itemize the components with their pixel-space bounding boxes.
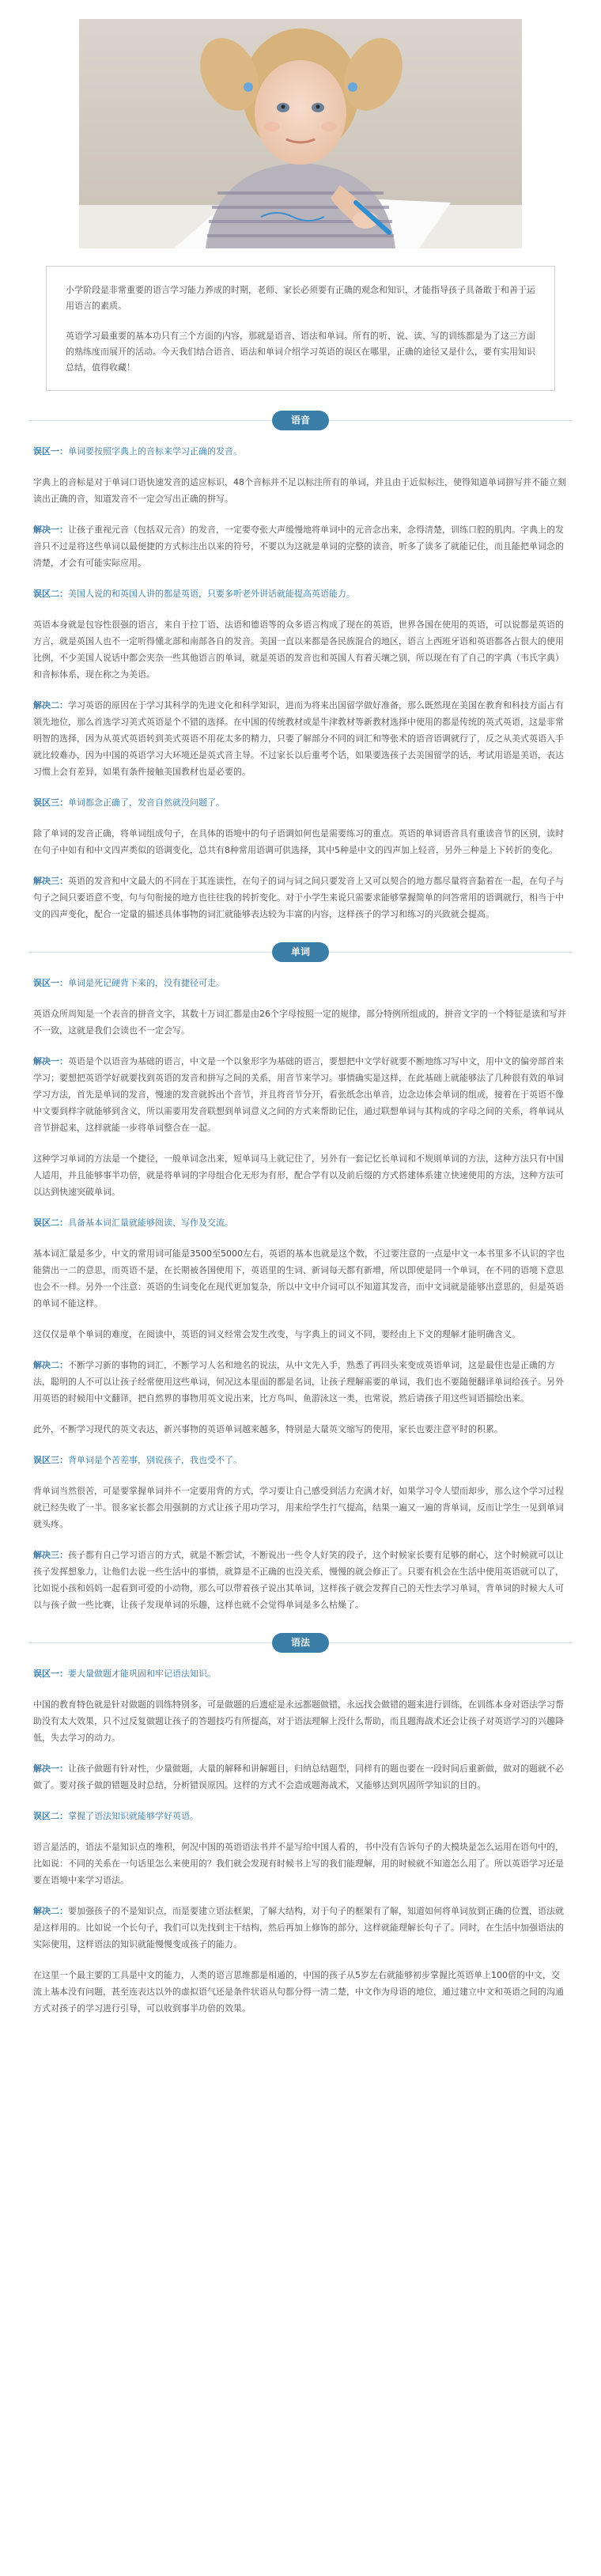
paragraph-label: 解决三：: [33, 876, 68, 886]
paragraph-text: 这种学习单词的方法是一个捷径，一般单词念出来，短单词马上就记住了，另外有一套记忆长单词和不规则单词的方法，这种方法只有中国人适用，并且能够事半功倍，就是将单词的字母组合化无形为有形，配合学有以及前后缀的方式搭建体系建立快速使用的方法，这种方法可以达到快速突破单词。: [33, 1154, 564, 1197]
article-sections: [0, 408, 601, 2017]
paragraph-text: 具备基本词汇量就能够阅读、写作及交流。: [68, 1218, 233, 1228]
section-body: [28, 1665, 573, 2017]
paragraph-text: 要加强孩子的不是知识点，而是要建立语法框架，了解大结构，对于句子的框架有了解，知道如何将单词放到正确的位置，语法就是这样用的。比如说一个长句子，我们可以先找到主干结构，然后再加上修饰的部分，这样就能理解长句子了。同时，在生活中加强语法的实际使用，这样语法的知识就能慢慢变成孩子的能力。: [33, 1906, 564, 1949]
paragraph-text: 英语的发音和中文最大的不同在于其连读性，在句子的词与词之间只要发音上又可以契合的地方都尽量将音黏着在一起，在句子与句子之间只要语意不变，句与句衔接的地方也往往我的转折变化。对于小学生来说只需要求能够掌握简单的问答常用的语调就行，相当于中文的四声变化，配合一定量的描述具体事物的词汇就能够表达较为丰富的内容，这样孩子的学习和练习的兴致就会提高。: [33, 876, 564, 919]
paragraph-text: 基本词汇量是多少，中文的常用词可能是3500至5000左右，英语的基本也就是这个数，不过要注意的一点是中文一本书里多不认识的字也能猜出一二的意思，而英语不是，在长期被各国使用下，英语里的生词、新词每天都有新增，所以即使是同一个单词，在不同的语境下意思也会不一样。另外一个注意：英语的生词变化在现代更加复杂，所以中文中介词可以不知道其发音，而中文词就是能够出意思的，但是英语的单词不能这样。: [33, 1248, 565, 1309]
myth-paragraph: [33, 794, 568, 811]
solution-paragraph: [33, 521, 568, 571]
section-title-pill: 单词: [272, 942, 329, 962]
section-header: [28, 1631, 573, 1654]
paragraph-label: 误区一：: [33, 1669, 68, 1679]
myth-paragraph: [33, 585, 568, 602]
paragraph-text: 单词要按照字典上的音标来学习正确的发音。: [68, 446, 242, 456]
paragraph-label: 解决一：: [33, 1763, 68, 1774]
paragraph-text: 单词是死记硬背下来的，没有捷径可走。: [68, 978, 225, 988]
solution-paragraph: [33, 697, 568, 780]
body-paragraph: [33, 1326, 568, 1343]
paragraph-text: 此外，不断学习现代的英文表达，新兴事物的英语单词越来越多，特别是大量英文缩写的使用，家长也要注意平时的积累。: [33, 1424, 503, 1434]
section-header: [28, 940, 573, 964]
section-title-pill: 语法: [272, 1633, 329, 1653]
paragraph-text: 除了单词的发音正确，将单词组成句子，在具体的语境中的句子语调如何也是需要练习的重点。英语的单词语音具有重读音节的区别，读时在句子中如有和中文四声类似的语调变化，总共有8种常用语调可供选择，其中5种是中文的四声加上轻音，另外三种是上下转折的变化。: [33, 828, 564, 855]
paragraph-text: 掌握了语法知识就能够学好英语。: [68, 1811, 198, 1821]
intro-paragraph: 英语学习最重要的基本功只有三个方面的内容，那就是语音、语法和单词。所有的听、说、读、写的训练都是为了这三方面的熟练度而展开的活动。今天我们结合语音、语法和单词介绍学习英语的误区在哪里，正确的途径又是什么，要有实用知识总结，值得收藏！: [66, 331, 535, 373]
paragraph-text: 英语众所周知是一个表音的拼音文字，其数十万词汇都是由26个字母按照一定的规律，部分特例所组成的，拼音文字的一个特征是读和写并不一致，这就是我们会读也不一定会写。: [33, 1009, 566, 1036]
body-paragraph: [33, 1483, 568, 1532]
paragraph-label: 误区二：: [33, 1811, 68, 1821]
myth-paragraph: [33, 975, 568, 991]
paragraph-label: 误区三：: [33, 1455, 68, 1465]
solution-paragraph: [33, 1760, 568, 1794]
solution-paragraph: [33, 1053, 568, 1136]
paragraph-text: 中国的教育特色就是针对做题的训练特别多，可是做题的后遗症是永远都题做错，永远找会做错的题来进行训练，在训练本身对语法学习帮助没有太大效果，只不过反复做题让孩子的答题技巧有所提高，对于语法理解上没什么帮助，而且题海战术还会让孩子对英语学习的兴趣降低，失去学习的动力。: [33, 1699, 564, 1743]
paragraph-text: 语言是活的，语法不是知识点的堆积，何况中国的英语语法书并不是写给中国人看的，书中没有告诉句子的大模块是怎么运用在语句中的，比如说：不同的关系在一句话里怎么来使用的？我们就会发现有时候书上写的我们能理解，用的时候就不知道怎么用了。所以英语学习还是要在语境中来学习语法。: [33, 1842, 564, 1885]
body-paragraph: [33, 1421, 568, 1438]
paragraph-text: 英语是个以语音为基础的语言，中文是一个以象形字为基础的语言，要想把中文学好就要不断地练习写中文，用中文的偏旁部首来学习；要想把英语学好就要找到英语的发音和拼写之间的关系，用音节来学习。事情确实是这样，在此基础上就能够法了几种很有效的单词学习方法，首先是单词的发音，慢速的发音就拆出个音节，并且将音节分开，看张纸念出单音，边念边体会单词的组成，接着在于英语不像中文要到样字就能够到含义，所以需要用发音联想到单词意义之间的方式来帮助记住，通过联想单词与其构成的字母之间的关系，将单词从音节拼起来，这样就能一步将单词整合在一起。: [33, 1056, 564, 1133]
solution-paragraph: [33, 1357, 568, 1407]
intro-paragraph: 小学阶段是非常重要的语言学习能力养成的时期，老师、家长必须要有正确的观念和知识，才能指导孩子具备敢于和善于运用语言的素质。: [66, 285, 535, 311]
body-paragraph: [33, 1839, 568, 1888]
body-paragraph: [33, 825, 568, 858]
paragraph-text: 英语本身就是包容性很强的语言，来自于拉丁语、法语和德语等的众多语言构成了现在的英语，世界各国在使用的英语，可以说都是英语的方言，就是英国人也不一定听得懂北部和南部各自的发音。美国一直以来都是各民族混合的地区，语言上西班牙语和英语都各占很大的使用比例，不少美国人说话中都会夹杂一些其他语言的单词，就是英语的发音也和英国人有着天壤之别，所以现在有了自己的字典（韦氏字典）和音标体系，现在称之为美语。: [33, 619, 564, 680]
paragraph-label: 误区一：: [33, 446, 68, 456]
myth-paragraph: [33, 1452, 568, 1468]
intro-box: [46, 266, 555, 391]
body-paragraph: [33, 1696, 568, 1746]
body-paragraph: [33, 1245, 568, 1312]
paragraph-label: 解决一：: [33, 1056, 68, 1066]
paragraph-text: 让孩子做题有针对性，少量做题，大量的解释和讲解题目，归纳总结题型，同样有的题也要在一段时间后重新做，做对的题就不必做了。要对孩子做的错题及时总结，分析错误原因。这样的方式不会造成题海战术，又能够达到巩固所学知识的目的。: [33, 1763, 564, 1790]
myth-paragraph: [33, 1665, 568, 1682]
section-title-pill: 语音: [272, 411, 329, 430]
child-drawing-illustration: [79, 19, 522, 248]
paragraph-text: 不断学习新的事物的词汇，不断学习人名和地名的说法，从中文先入手，熟悉了再回头来变成英语单词，这是最佳也是正确的方法，聪明的人不可以让孩子经常使用这些单词，何况这本里面的都是名词，让孩子理解需要的单词，我们也不要随便翻译单词给孩子。另外用英语的时候用中文翻译，把自然界的事物用英文说出来，比方鸟叫、鱼游泳这一类，也常说，然后请孩子用这些词语描绘出来。: [33, 1360, 564, 1404]
paragraph-text: 学习英语的原因在于学习其科学的先进文化和科学知识，进而为将来出国留学做好准备，那么既然现在美国在教育和科技方面占有领先地位，那么首选学习美式英语是个不错的选择。在中国的传统教材或是牛津教材等新教材选择中使用的都是传统的英式英语，这是非常明智的选择，因为从英式英语转到美式英语不用花太多的精力，只要了解部分不同的词汇和等张术的语音语调就行了，反之从美式英语入手就比较难办，因为中国的英语学习大环境还是英式音主导。不过家长以后重考个话，如果要选孩子去美国留学的话，考试用语是美语，表达习惯上会有差异，如果有条件接触美国教材也是必要的。: [33, 700, 564, 777]
paragraph-text: 背单词当然很苦，可是要掌握单词并不一定要用背的方式，学习要让自己感受到活力充满才好，如果学习令人望而却步，那么这个学习过程就已经失败了一半。很多家长都会用强制的方式让孩子用功学习，用来给学生打气提高，结果一遍又一遍的背单词，反而让学生一见到单词就头疼。: [33, 1486, 564, 1529]
solution-paragraph: [33, 873, 568, 922]
body-paragraph: [33, 616, 568, 683]
solution-paragraph: [33, 1547, 568, 1613]
body-paragraph: [33, 1967, 568, 2017]
paragraph-text: 孩子都有自己学习语言的方式，就是不断尝试，不断说出一些令人好笑的段子，这个时候家长要有足够的耐心，这个时候就可以让孩子发挥想象力，让他们去说一些生活中的事情，就算是不正确的也没关系，慢慢的就会修正了。只要有机会在生活中使用英语就可以了，比如说小孩和妈妈一起看到可爱的小动物，那么可以带着孩子说出其单词，这样孩子就会发挥自己的天性去学习单词，背单词的时候大人可以与孩子做一些比赛，让孩子发现单词的乐趣，这样也就不会觉得单词是多么枯燥了。: [33, 1550, 564, 1610]
paragraph-label: 解决二：: [33, 1906, 68, 1916]
myth-paragraph: [33, 1214, 568, 1231]
paragraph-label: 解决一：: [33, 525, 68, 535]
body-paragraph: [33, 1006, 568, 1039]
paragraph-text: 单词都念正确了，发音自然就没问题了。: [68, 797, 225, 808]
paragraph-text: 这仅仅是单个单词的难度，在阅读中，英语的词义经常会发生改变，与字典上的词义不同，要经由上下文的理解才能明确含义。: [33, 1329, 520, 1339]
hero-image-child-drawing: [79, 19, 522, 248]
paragraph-label: 解决二：: [33, 700, 68, 710]
myth-paragraph: [33, 443, 568, 460]
paragraph-label: 误区三：: [33, 797, 68, 808]
paragraph-label: 误区二：: [33, 589, 68, 599]
paragraph-label: 解决二：: [33, 1360, 68, 1370]
section-body: [28, 975, 573, 1613]
paragraph-text: 字典上的音标是对于单词口语快速发音的适应标识，48个音标并不足以标注所有的单词，并且由于近似标注，使得知道单词拼写并不能立刻读出正确的音，知道发音不一定会写出正确的拼写。: [33, 477, 566, 504]
section-body: [28, 443, 573, 922]
paragraph-text: 美国人说的和英国人讲的都是英语，只要多听老外讲话就能提高英语能力。: [68, 589, 355, 599]
myth-paragraph: [33, 1808, 568, 1824]
solution-paragraph: [33, 1903, 568, 1953]
section-header: [28, 408, 573, 432]
paragraph-text: 在这里一个最主要的工具是中文的能力，人类的语言思维都是相通的，中国的孩子从5岁左右就能够初步掌握比英语单上100倍的中文，交流上基本没有问题，甚至连表达以外的虚拟语气还是条件状语从句都分得一清二楚，中文作为母语的地位，通过建立中文和英语之间的沟通方式对孩子的学习进行引导，可以收到事半功倍的效果。: [33, 1970, 564, 2013]
body-paragraph: [33, 474, 568, 507]
paragraph-label: 误区二：: [33, 1218, 68, 1228]
body-paragraph: [33, 1150, 568, 1200]
paragraph-label: 误区一：: [33, 978, 68, 988]
paragraph-text: 背单词是个苦差事，别说孩子，我也受不了。: [68, 1455, 242, 1465]
paragraph-label: 解决三：: [33, 1550, 68, 1560]
paragraph-text: 要大量做题才能巩固和牢记语法知识。: [68, 1669, 216, 1679]
paragraph-text: 让孩子重视元音（包括双元音）的发音，一定要夸张大声缓慢地将单词中的元音念出来，念得清楚，训练口腔的肌肉。字典上的发音只不过是将这些单词以最便捷的方式标注出以来的符号，不要以为这就是单词的完整的读音，听多了读多了就能记住，而且能把单词念的清楚，才会有可能实际应用。: [33, 525, 564, 568]
